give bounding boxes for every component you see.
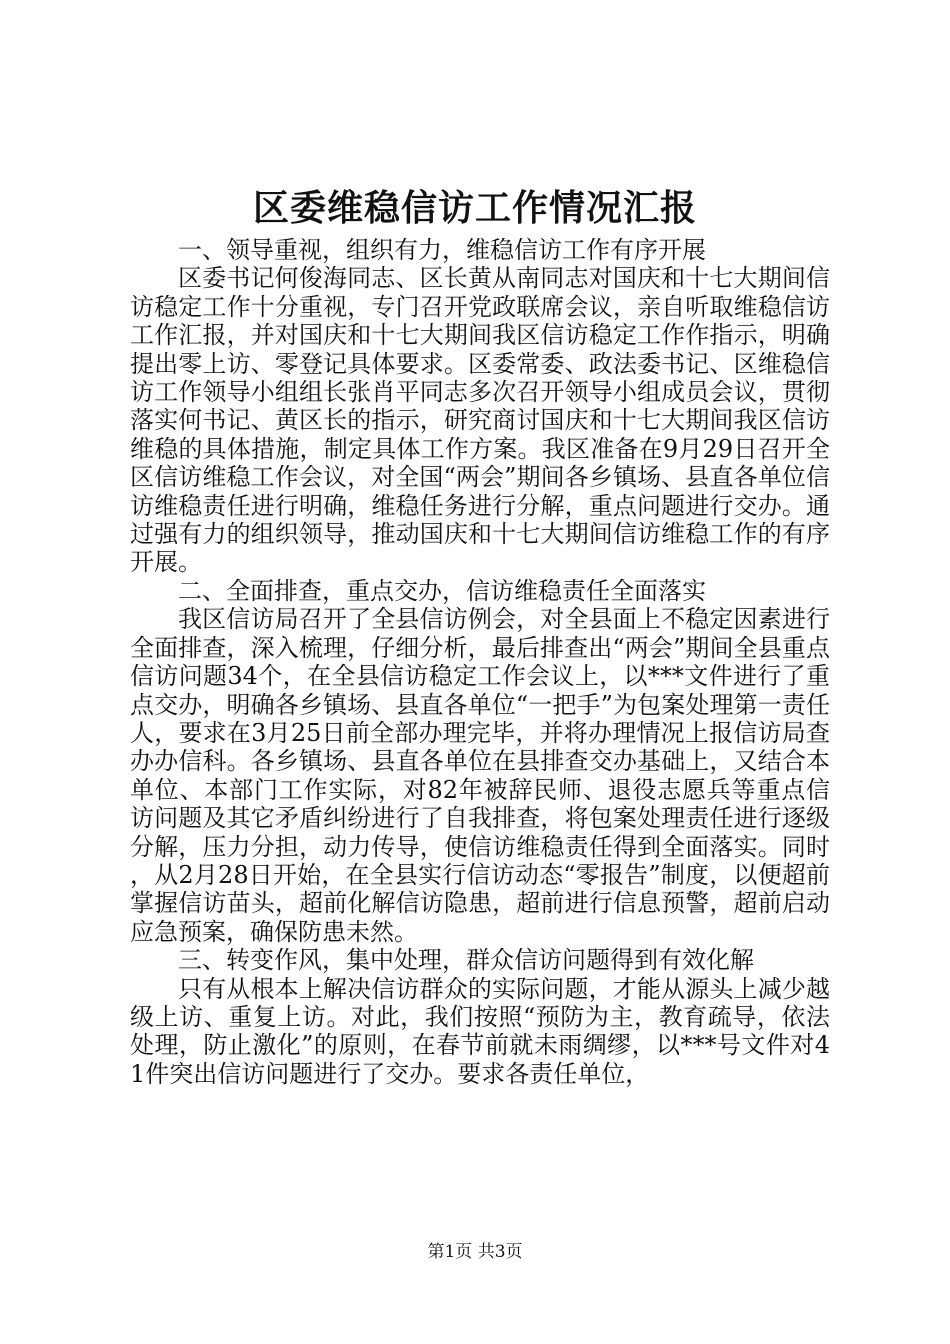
document-title: 区委维稳信访工作情况汇报: [252, 187, 697, 229]
section-paragraph-3: 只有从根本上解决信访群众的实际问题，才能从源头上减少越级上访、重复上访。对此，我们按照“预防为主，教育疏导，依法处理，防止激化”的原则，在春节前就未雨绸缪，以***号文件对41件突出信访问题进行了交办。要求各责任单位，: [130, 974, 830, 1088]
section-heading-2: 二、全面排查，重点交办，信访维稳责任全面落实: [178, 576, 706, 605]
section-paragraph-2: 我区信访局召开了全县信访例会，对全县面上不稳定因素进行全面排查，深入梳理，仔细分析，最后排查出“两会”期间全县重点信访问题34个，在全县信访稳定工作会议上，以***文件进行了重点交办，明确各乡镇场、县直各单位“一把手”为包案处理第一责任人，要求在3月25日前全部办理完毕，并将办理情况上报信访局查办办信科。各乡镇场、县直各单位在县排查交办基础上，又结合本单位、本部门工作实际，对82年被辞民师、退役志愿兵等重点信访问题及其它矛盾纠纷进行了自我排查，将包案处理责任进行逐级分解，压力分担，动力传导，使信访维稳责任得到全面落实。同时，从2月28日开始，在全县实行信访动态“零报告”制度，以便超前掌握信访苗头，超前化解信访隐患，超前进行信息预警，超前启动应急预案，确保防患未然。: [130, 605, 830, 946]
page-footer: 第1页 共3页: [427, 1242, 523, 1262]
document-body: [130, 236, 830, 1088]
section-paragraph-1: 区委书记何俊海同志、区长黄从南同志对国庆和十七大期间信访稳定工作十分重视，专门召开党政联席会议，亲自听取维稳信访工作汇报，并对国庆和十七大期间我区信访稳定工作作指示，明确提出零上访、零登记具体要求。区委常委、政法委书记、区维稳信访工作领导小组组长张肖平同志多次召开领导小组成员会议，贯彻落实何书记、黄区长的指示，研究商讨国庆和十七大期间我区信访维稳的具体措施，制定具体工作方案。我区准备在9月29日召开全区信访维稳工作会议，对全国“两会”期间各乡镇场、县直各单位信访维稳责任进行明确，维稳任务进行分解，重点问题进行交办。通过强有力的组织领导，推动国庆和十七大期间信访维稳工作的有序开展。: [130, 264, 830, 577]
section-heading-1: 一、领导重视，组织有力，维稳信访工作有序开展: [178, 236, 706, 264]
section-heading-3: 三、转变作风，集中处理，群众信访问题得到有效化解: [178, 946, 754, 975]
